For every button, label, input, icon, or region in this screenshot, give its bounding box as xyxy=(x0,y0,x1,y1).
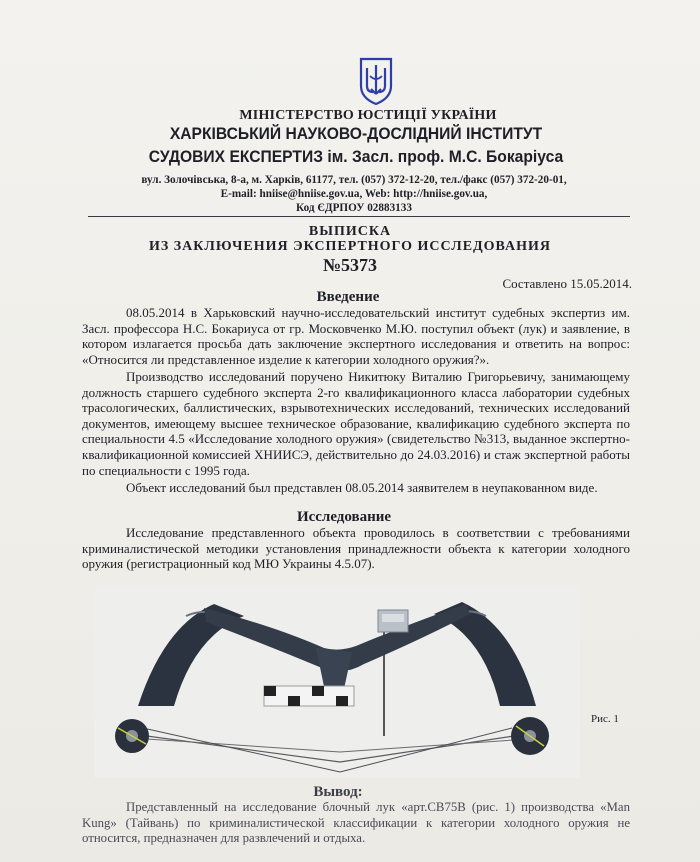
institute-name-line2: СУДОВИХ ЕКСПЕРТИЗ ім. Засл. проф. М.С. Бокаріуса xyxy=(148,147,564,166)
intro-paragraph-3: Объект исследований был представлен 08.05.2014 заявителем в неупакованном виде. xyxy=(126,480,598,495)
conclusion-paragraph: Представленный на исследование блочный лук «арт.CB75B (рис. 1) производства «Man Kung» (Тайвань) по криминалистической классификации к категории холодного оружия не относится, предназначен для развлечений и отдыха. xyxy=(82,800,630,846)
section-heading-conclusion: Вывод: xyxy=(313,784,363,800)
study-paragraph-1: Исследование представленного объекта проводилось в соответствии с требованиями криминалистической методики установления принадлежности объекта к категории холодного оружия (регистрационный код МЮ Украины 4.5.07). xyxy=(82,525,630,572)
intro-paragraph-2: Производство исследований поручено Никитюку Виталию Григорьевичу, занимающему должность старшего судебного эксперта 2-го квалификационного класса лаборатории судебных трасологических, баллистических, взрывотехнических исследований, технических исследований документов, имеющему высшее техническое образование, квалификацию судебного эксперта по специальности 4.5 «Исследование холодного оружия» (свидетельство №313, выданное экспертно-квалификационной комиссией ХНИИСЭ, действительно до 24.03.2016) и стаж экспертной работы по специальности с 1995 года. xyxy=(82,369,630,478)
institute-edrpou-code: Код ЄДРПОУ 02883133 xyxy=(296,202,412,214)
section-heading-introduction: Введение xyxy=(316,289,380,305)
figure-caption: Рис. 1 xyxy=(591,713,619,725)
trident-coat-of-arms-icon xyxy=(358,56,394,106)
compound-bow-illustration xyxy=(94,586,580,778)
intro-paragraph-1: 08.05.2014 в Харьковский научно-исследовательский институт судебных экспертиз им. Засл. профессора Н.С. Бокариуса от гр. Московченко М.Ю. поступил объект (лук) и заявление, в котором излагается просьба дать заключение экспертного исследования и ответить на вопрос: «Относится ли представленное изделие к категории холодного оружия?». xyxy=(82,305,630,367)
document-number: №5373 xyxy=(322,255,378,275)
institute-address: вул. Золочівська, 8-а, м. Харків, 61177, тел. (057) 372-12-20, тел./факс (057) 372-20-01, xyxy=(141,174,567,186)
ministry-name: МІНІСТЕРСТВО ЮСТИЦІЇ УКРАЇНИ xyxy=(239,108,497,123)
header-divider xyxy=(88,216,630,217)
section-heading-study: Исследование xyxy=(296,509,392,525)
institute-email-web: E-mail: hniise@hniise.gov.ua, Web: http://hniise.gov.ua, xyxy=(220,188,488,200)
institute-name-line1: ХАРКІВСЬКИЙ НАУКОВО-ДОСЛІДНИЙ ІНСТИТУТ xyxy=(169,124,543,143)
compound-bow-photo xyxy=(94,586,580,778)
compiled-date: Составлено 15.05.2014. xyxy=(502,276,632,291)
measurement-scale xyxy=(264,686,354,706)
document-subtitle: ИЗ ЗАКЛЮЧЕНИЯ ЭКСПЕРТНОГО ИССЛЕДОВАНИЯ xyxy=(148,239,552,254)
document-title: ВЫПИСКА xyxy=(308,224,392,239)
